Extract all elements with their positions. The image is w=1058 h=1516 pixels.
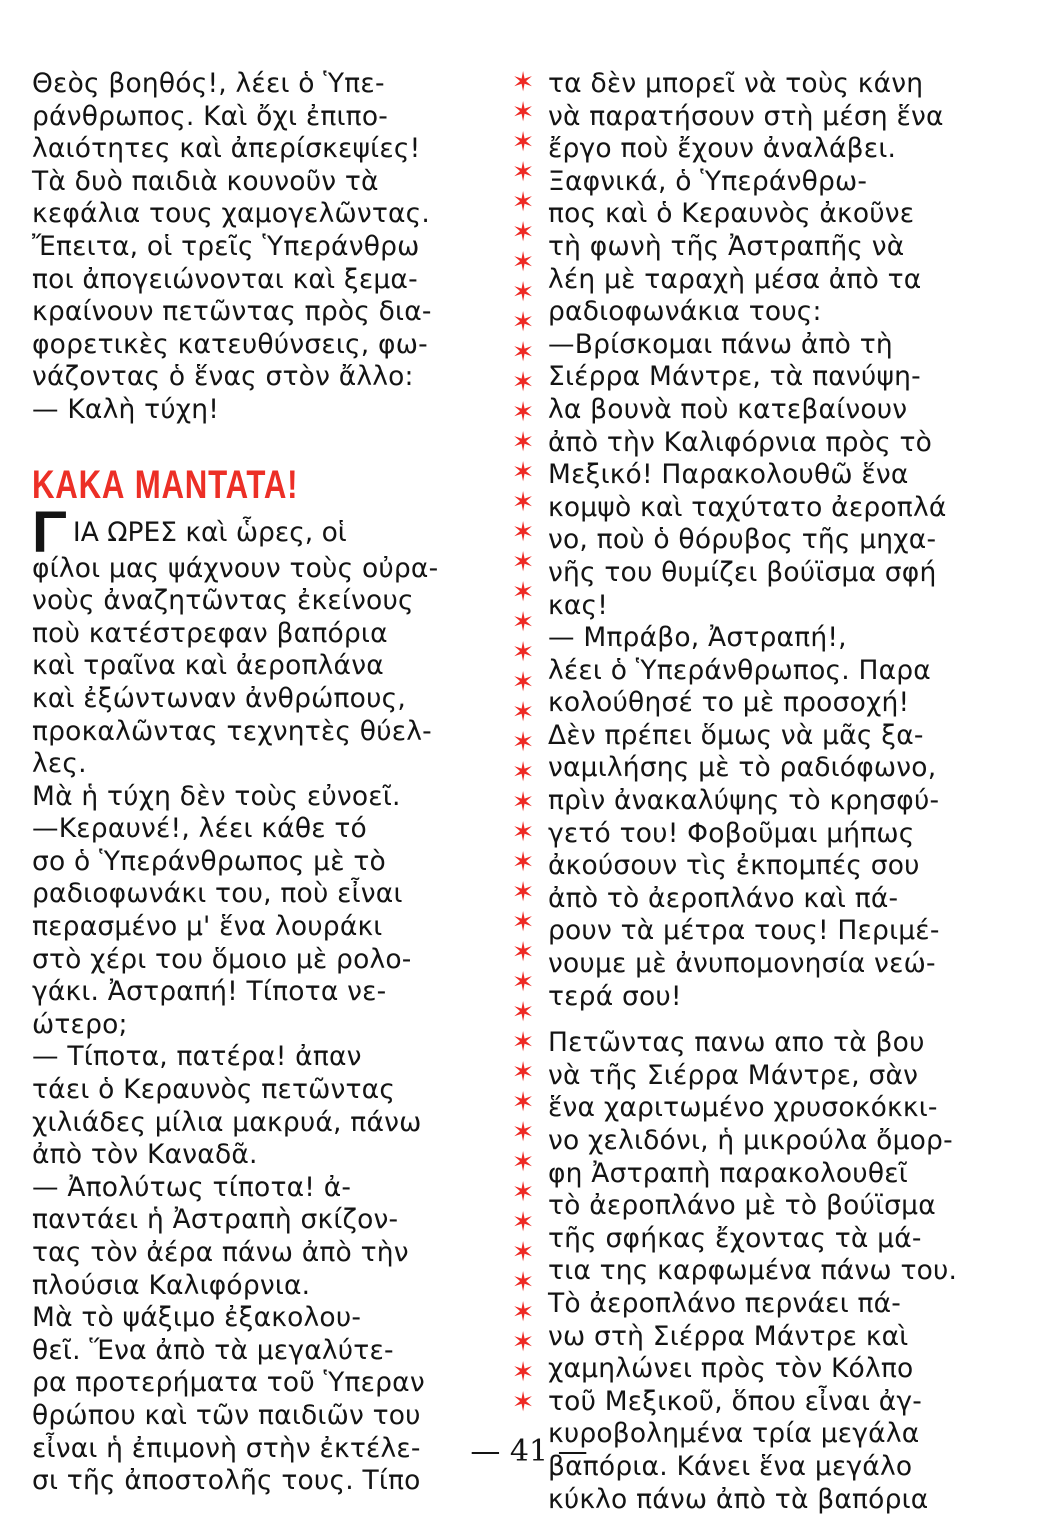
star-icon: ✶ [511,757,535,788]
star-icon: ✶ [511,877,535,908]
paragraph [32,553,500,781]
paragraph [32,68,500,166]
text-line: ραδιοφωνάκι του, ποὺ εἶναι [32,878,403,910]
text-line: κομψὸ καὶ ταχύτατο ἀεροπλά [548,491,947,523]
text-line: καὶ ἐξώντωναν ἀνθρώπους, [32,682,406,714]
text-line: ἀπὸ τὴν Καλιφόρνια πρὸς τὸ [548,426,933,458]
star-icon: ✶ [511,1177,535,1208]
text-line: κραίνουν πετῶντας πρὸς δια- [32,296,432,328]
text-line: λα βουνὰ ποὺ κατεβαίνουν [548,393,908,425]
text-line: τὸ ἀεροπλάνο μὲ τὸ βούϊσμα [548,1190,936,1222]
text-line: πος καὶ ὁ Κεραυνὸς ἀκοῦνε [548,198,915,230]
text-line: ναμιλήσης μὲ τὸ ραδιόφωνο, [548,752,937,784]
text-line: ἔργο ποὺ ἔχουν ἀναλάβει. [548,133,897,165]
text-line: νοὺς ἀναζητῶντας ἐκείνους [32,585,414,617]
star-icon: ✶ [511,517,535,548]
star-icon: ✶ [511,937,535,968]
text-line: ἀκούσουν τὶς ἐκπομπές σου [548,850,920,882]
star-icon: ✶ [511,277,535,308]
text-line: — Τίποτα, πατέρα! ἀπαν [32,1041,362,1073]
star-icon: ✶ [511,1357,535,1388]
text-line: νο, ποὺ ὁ θόρυβος τῆς μηχα- [548,524,937,556]
star-icon: ✶ [511,1207,535,1238]
text-line: ἕνα χαριτωμένο χρυσοκόκκι- [548,1092,938,1124]
paragraph [32,781,500,1498]
text-line: φίλοι μας ψάχνουν τοὺς οὐρα- [32,552,439,584]
paragraph [32,394,500,427]
star-icon: ✶ [511,367,535,398]
star-icon: ✶ [511,1237,535,1268]
text-line: κύκλο πάνω ἀπὸ τὰ βαπόρια [548,1483,929,1515]
star-icon: ✶ [511,1117,535,1148]
star-icon: ✶ [511,817,535,848]
text-line: πρὶν ἀνακαλύψης τὸ κρησφύ- [548,785,940,817]
star-icon: ✶ [511,697,535,728]
text-line: — Ἀπολύτως τίποτα! ἀ- [32,1171,352,1203]
text-line: στὸ χέρι του ὅμοιο μὲ ρολο- [32,943,412,975]
text-line: τερά σου! [548,980,682,1012]
drop-cap: Γ [32,499,67,565]
star-icon: ✶ [511,607,535,638]
star-icon: ✶ [511,67,535,98]
paragraph [548,68,1006,1013]
star-icon: ✶ [511,547,535,578]
star-icon: ✶ [511,97,535,128]
text-line: ρα προτερήματα τοῦ Ὑπεραν [32,1367,425,1399]
text-line: ποι ἀπογειώνονται καὶ ξεμα- [32,263,418,295]
text-line: τὴ φωνὴ τῆς Ἀστραπῆς νὰ [548,230,905,262]
page-number: — 41 — [470,1434,588,1469]
text-line: Ἔπειτα, οἱ τρεῖς Ὑπεράνθρω [32,230,420,262]
text-line: περασμένο μ' ἕνα λουράκι [32,911,383,943]
text-line: φη Ἀστραπὴ παρακολουθεῖ [548,1157,908,1189]
text-line: φορετικὲς κατευθύνσεις, φω- [32,328,428,360]
text-line: Πετῶντας πανω απο τὰ βου [548,1027,925,1059]
star-icon: ✶ [511,1267,535,1298]
paragraph [32,166,500,394]
text-line: κας! [548,589,609,621]
text-line: Τὸ ἀεροπλάνο περνάει πά- [548,1287,902,1319]
star-icon: ✶ [511,337,535,368]
star-icon: ✶ [511,1087,535,1118]
text-line: χιλιάδες μίλια μακρυά, πάνω [32,1106,422,1138]
star-icon: ✶ [511,637,535,668]
star-icon: ✶ [511,457,535,488]
star-icon: ✶ [511,1057,535,1088]
text-line: Μὰ τὸ ψάξιμο ἐξακολου- [32,1302,362,1334]
text-line: νάζοντας ὁ ἕνας στὸν ἄλλο: [32,361,414,393]
text-line: τια της καρφωμένα πάνω του. [548,1255,958,1287]
text-line: ράνθρωπος. Καὶ ὄχι ἐπιπο- [32,100,389,132]
star-icon: ✶ [511,967,535,998]
section-heading: ΚΑΚΑ ΜΑΝΤΑΤΑ! [32,462,299,507]
star-icon: ✶ [511,1327,535,1358]
text-line: λέει ὁ Ὑπεράνθρωπος. Παρα [548,654,931,686]
text-line: προκαλῶντας τεχνητὲς θύελ- [32,715,432,747]
text-line: κεφάλια τους χαμογελῶντας. [32,198,431,230]
star-icon: ✶ [511,907,535,938]
star-icon: ✶ [511,847,535,878]
star-icon: ✶ [511,1147,535,1178]
text-line: νο χελιδόνι, ἡ μικρούλα ὄμορ- [548,1125,953,1156]
text-line: Μὰ ἡ τύχη δὲν τοὺς εὐνοεῖ. [32,780,401,812]
spacer [32,427,500,453]
text-line: λέη μὲ ταραχὴ μέσα ἀπὸ τα [548,263,922,295]
text-line: ρουν τὰ μέτρα τους! Περιμέ- [548,915,940,947]
text-line: βαπόρια. Κάνει ἕνα μεγάλο [548,1450,913,1482]
star-icon: ✶ [511,187,535,218]
star-icon: ✶ [511,157,535,188]
text-line: σο ὁ Ὑπεράνθρωπος μὲ τὸ [32,845,386,877]
text-line: παντάει ἡ Ἀστραπὴ σκίζον- [32,1204,399,1236]
text-line: νὰ τῆς Σιέρρα Μάντρε, σὰν [548,1059,919,1091]
text-line: τα δὲν μπορεῖ νὰ τοὺς κάνη [548,68,924,99]
text-line: Σιέρρα Μάντρε, τὰ πανύψη- [548,361,921,393]
star-icon: ✶ [511,307,535,338]
star-icon: ✶ [511,577,535,608]
text-line: τοῦ Μεξικοῦ, ὅπου εἶναι ἀγ- [548,1385,923,1417]
text-line: σι τῆς ἀποστολῆς τους. Τίπο [32,1465,421,1497]
text-line: καὶ τραῖνα καὶ ἀεροπλάνα [32,650,384,682]
text-line: ποὺ κατέστρεφαν βαπόρια [32,617,388,649]
text-line: γάκι. Ἀστραπή! Τίποτα νε- [32,976,387,1008]
text-line: ραδιοφωνάκια τους: [548,296,822,328]
text-line: —Κεραυνέ!, λέει κάθε τό [32,813,367,845]
star-icon: ✶ [511,1027,535,1058]
left-column [32,68,500,1498]
text-line: λαιότητες καὶ ἀπερίσκεψίες! [32,133,421,165]
star-icon: ✶ [511,727,535,758]
spacer [548,1013,1006,1027]
text-line: τῆς σφήκας ἔχοντας τὰ μά- [548,1222,922,1254]
star-divider [508,68,538,1436]
text-line: — Μπράβο, Ἀστραπή!, [548,622,847,654]
text-line: θεῖ. Ἕνα ἀπὸ τὰ μεγαλύτε- [32,1334,394,1366]
text-line: πλούσια Καλιφόρνια. [32,1269,311,1301]
text-line: νουμε μὲ ἀνυπομονησία νεώ- [548,948,936,980]
text-line: ώτερο; [32,1008,128,1040]
text-line: ἀπὸ τὸν Καναδᾶ. [32,1139,258,1171]
star-icon: ✶ [511,247,535,278]
star-icon: ✶ [511,667,535,698]
star-icon: ✶ [511,1297,535,1328]
text-line: νὰ παρατήσουν στὴ μέση ἕνα [548,100,944,132]
text-line: νω στὴ Σιέρρα Μάντρε καὶ [548,1320,909,1352]
star-icon: ✶ [511,787,535,818]
text-line: κυροβολημένα τρία μεγάλα [548,1418,920,1450]
text-line: θρώπου καὶ τῶν παιδιῶν του [32,1399,421,1431]
text-line: Θεὸς βοηθός!, λέει ὁ Ὑπε- [32,68,385,99]
star-icon: ✶ [511,127,535,158]
text-line: Ξαφνικά, ὁ Ὑπεράνθρω- [548,165,868,197]
text-line: ἀπὸ τὸ ἀεροπλάνο καὶ πά- [548,882,899,914]
text-line: τάει ὁ Κεραυνὸς πετῶντας [32,1074,396,1106]
star-icon: ✶ [511,1387,535,1418]
dropcap-text: ΙΑ ΩΡΕΣ καὶ ὧρες, οἱ [72,516,347,548]
text-line: —Βρίσκομαι πάνω ἀπὸ τὴ [548,328,893,360]
text-line: Τὰ δυὸ παιδιὰ κουνοῦν τὰ [32,165,379,197]
star-icon: ✶ [511,997,535,1028]
text-line: τας τὸν ἀέρα πάνω ἀπὸ τὴν [32,1237,409,1268]
text-line: λες. [32,748,87,780]
star-icon: ✶ [511,427,535,458]
text-line: — Καλὴ τύχη! [32,393,220,425]
text-line: εἶναι ἡ ἐπιμονὴ στὴν ἐκτέλε- [32,1432,421,1464]
text-line: Δὲν πρέπει ὅμως νὰ μᾶς ξα- [548,719,924,751]
text-line: νῆς του θυμίζει βούϊσμα σφή [548,556,937,588]
star-icon: ✶ [511,487,535,518]
right-column [548,68,1006,1516]
star-icon: ✶ [511,397,535,428]
text-line: γετό του! Φοβοῦμαι μήπως [548,817,915,849]
text-line: χαμηλώνει πρὸς τὸν Κόλπο [548,1353,914,1385]
text-line: Μεξικό! Παρακολουθῶ ἕνα [548,459,909,491]
star-icon: ✶ [511,217,535,248]
text-line: κολούθησέ το μὲ προσοχή! [548,687,910,719]
dropcap-line [32,499,500,565]
